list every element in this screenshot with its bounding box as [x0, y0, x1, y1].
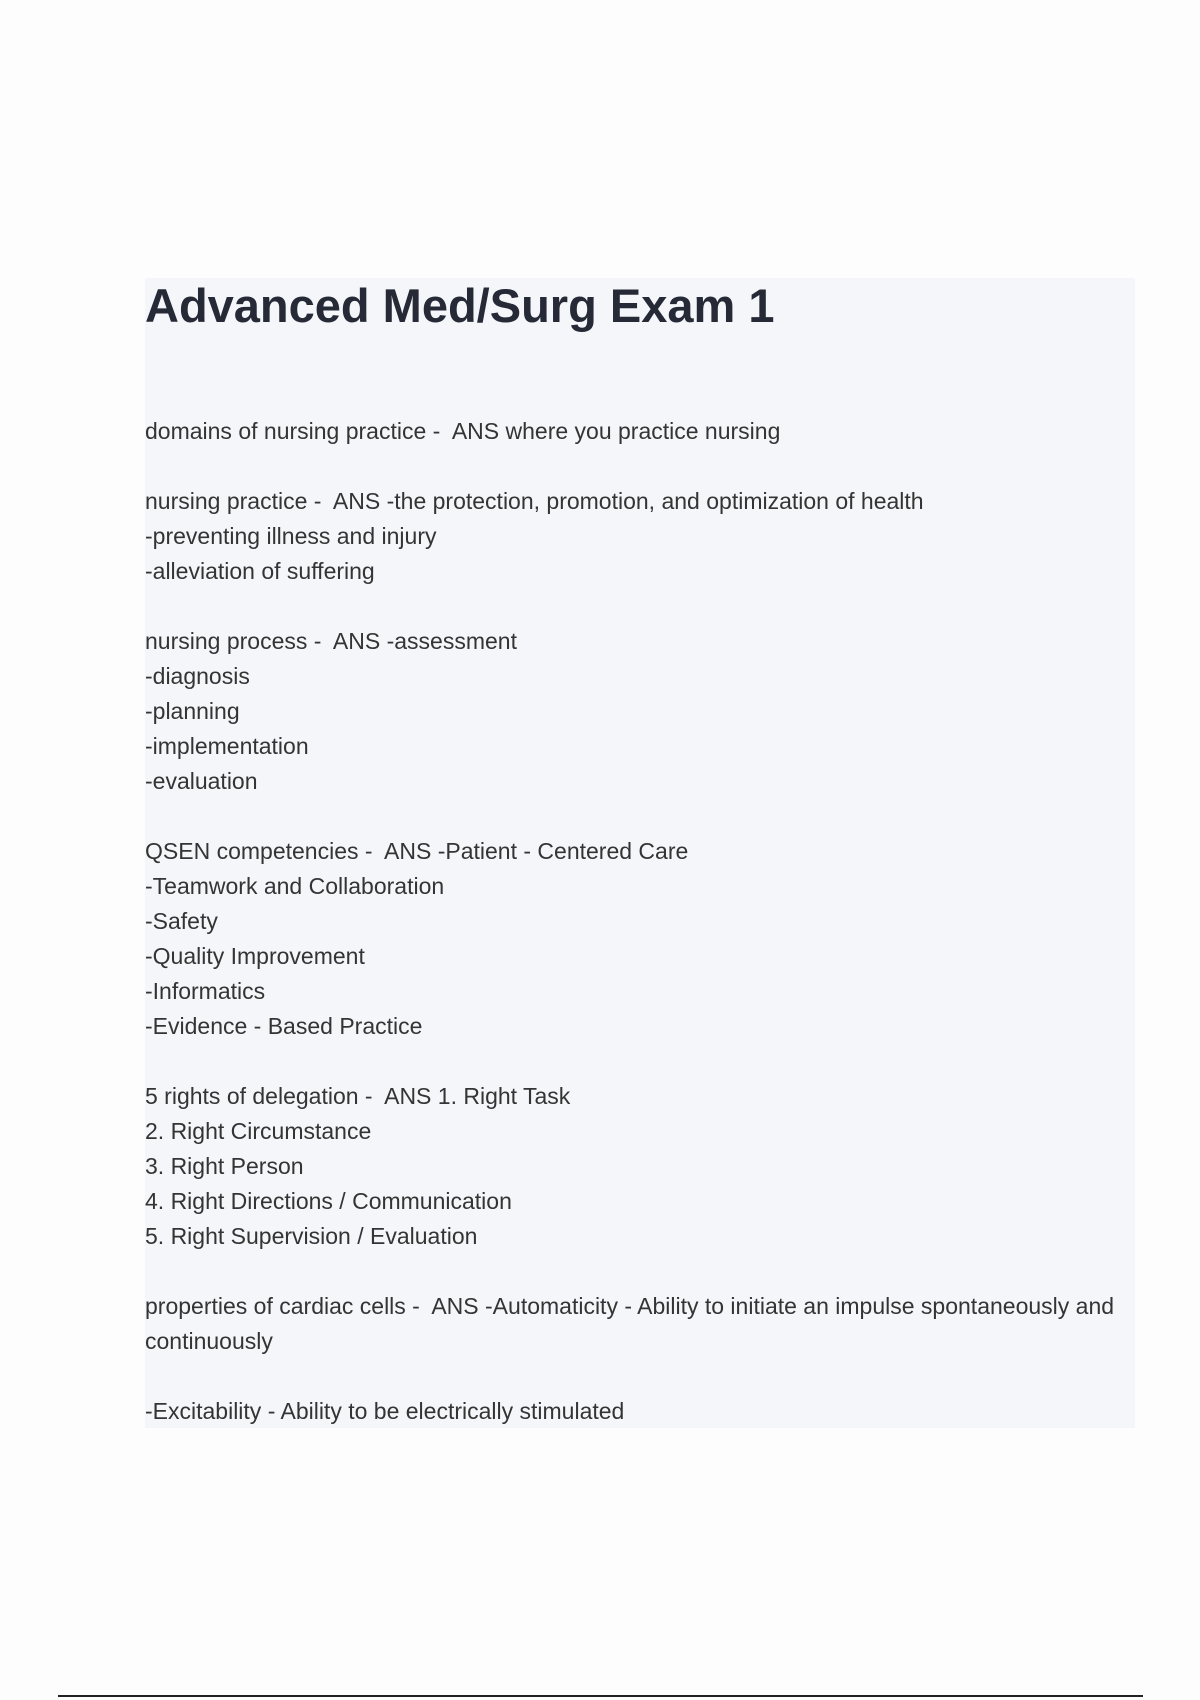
entry-line: -Informatics [145, 978, 266, 1004]
entry-line: -Teamwork and Collaboration [145, 873, 445, 899]
entry-line: 4. Right Directions / Communication [145, 1188, 512, 1214]
flashcard-entry-delegation [145, 1079, 1135, 1254]
entry-line: 2. Right Circumstance [145, 1118, 372, 1144]
flashcard-entry-excitability [145, 1394, 1135, 1429]
flashcard-entry-cardiac-cells [145, 1289, 1135, 1359]
page-title: Advanced Med/Surg Exam 1 [145, 279, 775, 332]
entry-line: properties of cardiac cells - ANS -Automaticity - Ability to initiate an impulse spontaneously and continuously [145, 1293, 1121, 1354]
flashcard-list [145, 414, 1135, 1464]
entry-line: nursing practice - ANS -the protection, promotion, and optimization of health [145, 488, 924, 514]
footer-divider [58, 1695, 1143, 1697]
entry-line: -preventing illness and injury [145, 523, 437, 549]
entry-line: 5 rights of delegation - ANS 1. Right Task [145, 1083, 571, 1109]
entry-line: -Evidence - Based Practice [145, 1013, 423, 1039]
entry-line: -diagnosis [145, 663, 250, 689]
entry-line: 5. Right Supervision / Evaluation [145, 1223, 478, 1249]
entry-line: nursing process - ANS -assessment [145, 628, 517, 654]
flashcard-entry-nursing-practice [145, 484, 1135, 589]
entry-line: -implementation [145, 733, 309, 759]
entry-line: 3. Right Person [145, 1153, 304, 1179]
entry-line: domains of nursing practice - ANS where you practice nursing [145, 418, 781, 444]
flashcard-entry-nursing-process [145, 624, 1135, 799]
flashcard-entry-domains [145, 414, 1135, 449]
flashcard-entry-qsen [145, 834, 1135, 1044]
entry-line: QSEN competencies - ANS -Patient - Centered Care [145, 838, 689, 864]
entry-line: -Quality Improvement [145, 943, 365, 969]
entry-line: -alleviation of suffering [145, 558, 375, 584]
entry-line: -Safety [145, 908, 218, 934]
entry-line: -Excitability - Ability to be electrically stimulated [145, 1398, 625, 1424]
entry-line: -evaluation [145, 768, 258, 794]
entry-line: -planning [145, 698, 240, 724]
